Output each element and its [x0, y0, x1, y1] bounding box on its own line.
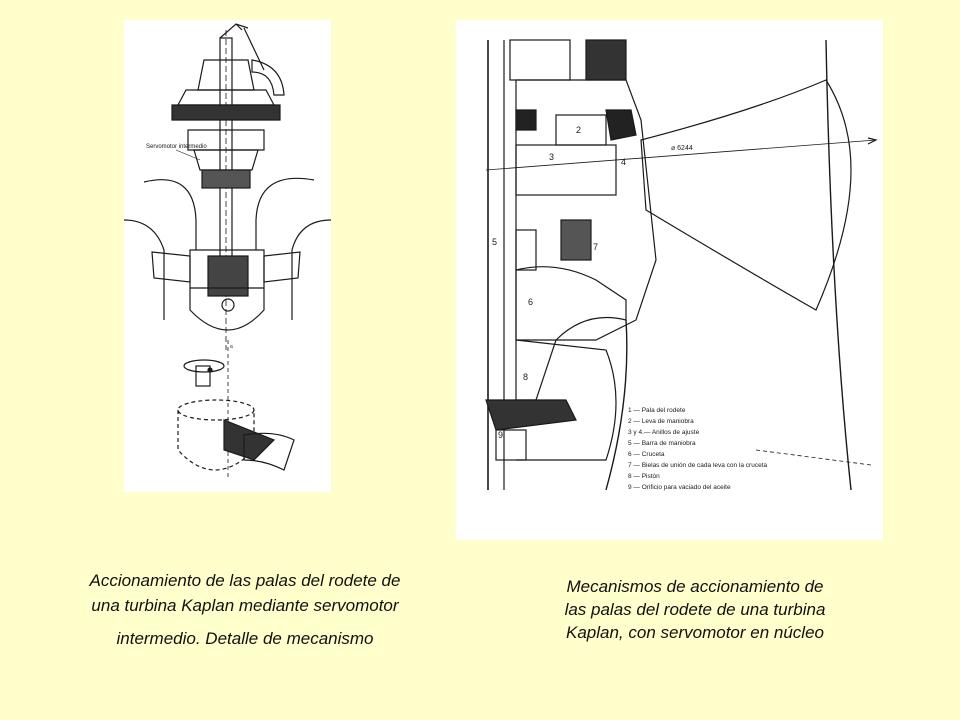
diameter-label: ⌀ 6244	[671, 145, 693, 152]
part-number: 2	[576, 125, 582, 135]
part-number: 7	[593, 242, 599, 252]
hub-outline	[516, 80, 656, 340]
right-caption-line: Kaplan, con servomotor en núcleo	[566, 623, 824, 642]
part-number: 8	[523, 372, 529, 382]
right-blade	[264, 252, 300, 282]
left-casing	[144, 180, 196, 250]
left-blade	[152, 252, 190, 282]
legend-item: 7 — Bielas de unión de cada leva con la cruceta	[628, 462, 768, 469]
part-number: 5	[492, 237, 498, 247]
right-caption-line: Mecanismos de accionamiento de	[566, 577, 824, 596]
part-number: 3	[549, 152, 555, 162]
right-caption-line: las palas del rodete de una turbina	[564, 600, 826, 619]
part-number: 6	[528, 297, 534, 307]
kaplan-intermediate-servomotor-drawing	[124, 20, 331, 492]
right-technical-drawing	[456, 20, 883, 540]
adjust-rings	[516, 145, 616, 195]
legend-item: 3 y 4.— Anillos de ajuste	[628, 429, 700, 436]
legend-item: 9 — Orificio para vaciado del aceite	[628, 484, 731, 491]
runner-blade	[641, 80, 851, 310]
legend-item: 8 — Pistón	[628, 473, 660, 480]
servomotor-label: Servomotor intermedio	[146, 144, 207, 150]
right-caption	[500, 575, 890, 644]
legend-item: 5 — Barra de maniobra	[628, 440, 696, 447]
legend-item: 6 — Cruceta	[628, 451, 665, 458]
top-fitting	[220, 24, 248, 38]
left-caption-line: Accionamiento de las palas del rodete de	[89, 571, 401, 590]
left-caption-line: una turbina Kaplan mediante servomotor	[91, 596, 399, 615]
legend-item: 2 — Leva de maniobra	[628, 418, 694, 425]
left-technical-drawing	[124, 20, 331, 492]
left-caption-line: intermedio. Detalle de mecanismo	[116, 629, 374, 648]
detail-hub-outline	[178, 400, 254, 420]
detail-lever	[224, 420, 274, 460]
casing-wall	[826, 40, 851, 490]
right-casing	[256, 178, 314, 250]
part-number: 9	[498, 430, 504, 440]
piston	[486, 400, 576, 430]
kaplan-core-servomotor-drawing	[456, 20, 883, 540]
parts-legend	[628, 407, 768, 491]
svg-text:a: a	[230, 344, 233, 350]
left-caption	[20, 568, 470, 651]
part-number: 4	[621, 157, 627, 167]
legend-item: 1 — Pala del rodete	[628, 407, 686, 414]
